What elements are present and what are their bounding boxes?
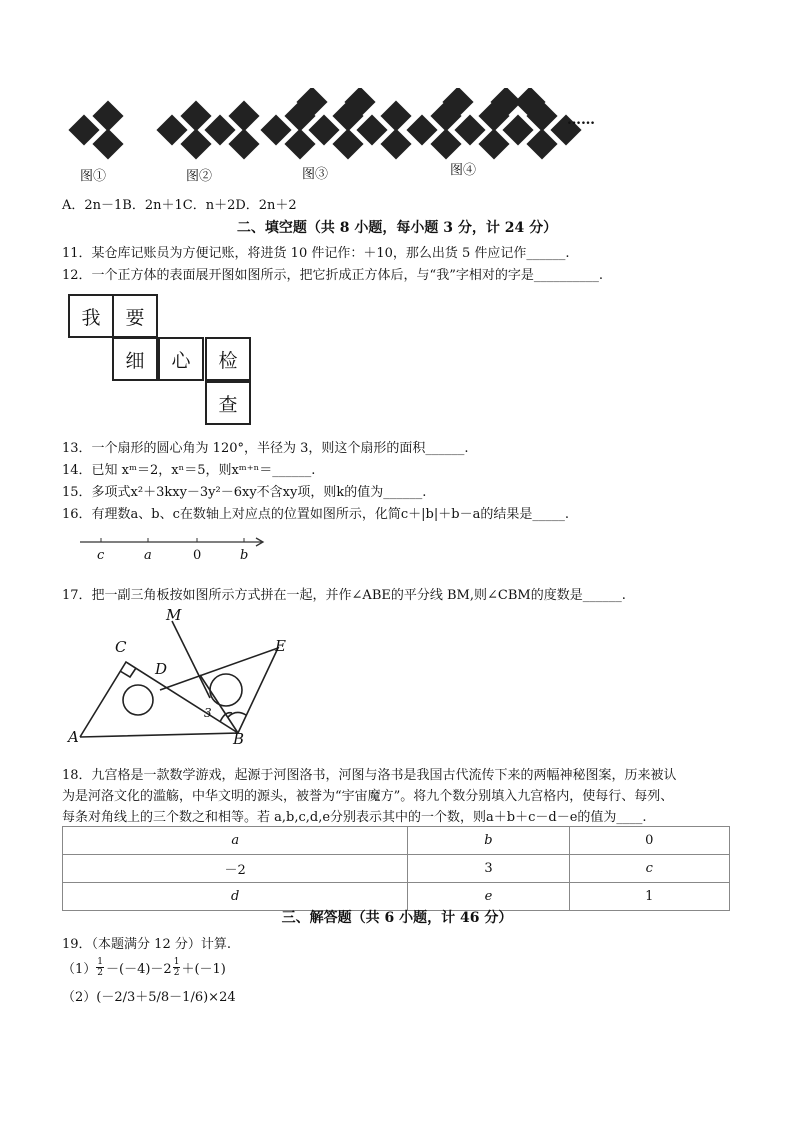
question-19-part-2: （2）(－2/3＋5/8－1/6)×24	[62, 990, 236, 1005]
question-17: 17．把一副三角板按如图所示方式拼在一起，并作∠ABE的平分线 BM,则∠CBM的度数是______.	[62, 588, 626, 603]
figure-label-2: 图②	[186, 169, 213, 184]
number-line-b: b	[240, 548, 249, 563]
net-cell-yao: 要	[112, 294, 158, 338]
net-cell-xi: 细	[112, 337, 158, 381]
label-M: M	[166, 606, 182, 624]
label-angle-3: 3	[204, 706, 212, 720]
part-1-tail: ＋(－1)	[181, 962, 226, 977]
table-cell: c	[569, 855, 729, 883]
figure-label-3: 图③	[302, 167, 329, 182]
question-16: 16．有理数a、b、c在数轴上对应点的位置如图所示，化简c＋|b|＋b－a的结果是_____.	[62, 507, 569, 522]
part-1-prefix: （1）	[62, 962, 97, 977]
part-1-body: －(－4)－2	[106, 962, 172, 977]
section-3-title: 三、解答题（共 6 小题，计 46 分）	[281, 910, 513, 926]
table-cell: －2	[63, 855, 408, 883]
figure-label-4: 图④	[450, 163, 477, 178]
table-cell: 0	[569, 827, 729, 855]
label-A: A	[68, 728, 79, 746]
q10-options: A．2n－1B．2n＋1C．n＋2D．2n＋2	[62, 198, 297, 213]
question-15: 15．多项式x²＋3kxy－3y²－6xy不含xy项，则k的值为______.	[62, 485, 427, 500]
fraction-half-2	[173, 957, 181, 978]
number-line-zero: 0	[193, 548, 202, 563]
fraction-denominator: 2	[97, 968, 104, 978]
table-cell: b	[408, 827, 569, 855]
number-line-a: a	[144, 548, 152, 563]
table-cell: e	[408, 883, 569, 911]
question-19-part-1	[62, 957, 226, 978]
magic-square-table	[62, 826, 730, 911]
net-cell-wo: 我	[68, 294, 114, 338]
pattern-figure-2	[156, 100, 259, 159]
question-14: 14．已知 xᵐ＝2，xⁿ＝5，则xᵐ⁺ⁿ＝______.	[62, 463, 316, 478]
diamond-pattern-figures	[60, 88, 620, 183]
label-C: C	[115, 638, 127, 656]
question-11: 11．某仓库记账员为方便记账，将进货 10 件记作：＋10，那么出货 5 件应记作______.	[62, 246, 570, 261]
table-cell: 3	[408, 855, 569, 883]
net-cell-cha: 查	[205, 381, 251, 425]
table-cell: d	[63, 883, 408, 911]
table-cell: a	[63, 827, 408, 855]
section-2-title: 二、填空题（共 8 小题，每小题 3 分，计 24 分）	[236, 220, 558, 236]
pattern-figure-3	[260, 88, 411, 160]
fraction-denominator: 2	[173, 968, 180, 978]
label-D: D	[155, 660, 168, 678]
table-row	[63, 855, 730, 883]
label-B: B	[233, 730, 245, 748]
fraction-half-1	[96, 957, 104, 978]
question-18-line-1: 18．九宫格是一款数学游戏，起源于河图洛书，河图与洛书是我国古代流传下来的两幅神秘图案，历来被认	[62, 768, 677, 783]
question-19: 19．（本题满分 12 分）计算.	[62, 937, 231, 952]
pattern-ellipsis: ……	[567, 112, 595, 128]
pattern-figure-1	[68, 100, 123, 159]
net-cell-xin: 心	[158, 337, 204, 381]
table-row	[63, 827, 730, 855]
number-line-c: c	[97, 548, 105, 563]
table-cell: 1	[569, 883, 729, 911]
question-18-line-2: 为是河洛文化的滥觞，中华文明的源头，被誉为“宇宙魔方”。将九个数分别填入九宫格内，使每行、每列、	[62, 789, 674, 804]
question-12: 12．一个正方体的表面展开图如图所示，把它折成正方体后，与“我”字相对的字是__________.	[62, 268, 603, 283]
label-E: E	[275, 637, 286, 655]
fraction-numerator: 1	[97, 957, 104, 967]
pattern-figure-4	[406, 88, 581, 160]
triangle-ruler-figure	[60, 605, 300, 750]
question-13: 13．一个扇形的圆心角为 120°，半径为 3，则这个扇形的面积______.	[62, 441, 469, 456]
fraction-numerator: 1	[173, 957, 180, 967]
question-18-line-3: 每条对角线上的三个数之和相等。若 a,b,c,d,e分别表示其中的一个数，则a＋b＋c－d－e的值为____.	[62, 810, 647, 825]
figure-label-1: 图①	[80, 169, 107, 184]
net-cell-jian: 检	[205, 337, 251, 381]
